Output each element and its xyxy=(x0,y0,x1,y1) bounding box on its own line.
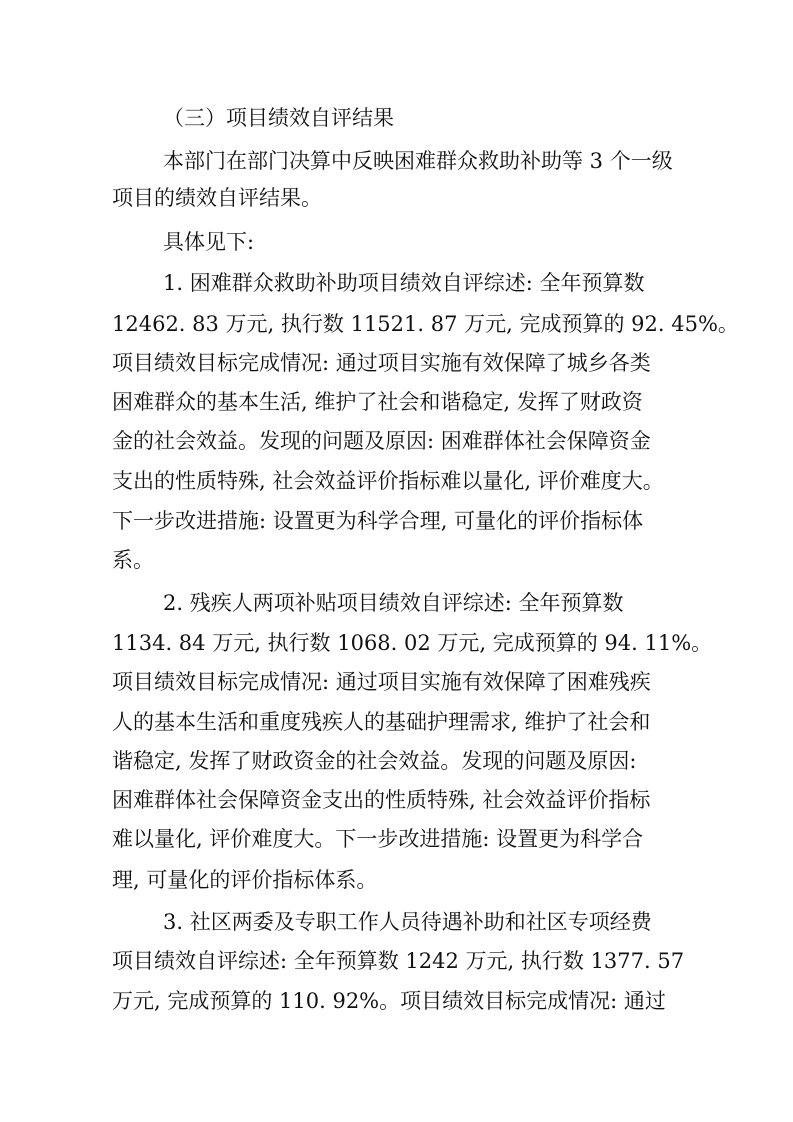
item-2-line-7: 难以量化, 评价难度大。下一步改进措施: 设置更为科学合 xyxy=(112,827,644,851)
item-1-line-6: 支出的性质特殊, 社会效益评价指标难以量化, 评价难度大。 xyxy=(112,469,664,493)
item-1-line-1: 1. 困难群众救助补助项目绩效自评综述: 全年预算数 xyxy=(163,271,645,295)
item-1-line-3: 项目绩效目标完成情况: 通过项目实施有效保障了城乡各类 xyxy=(112,351,651,375)
item-2-line-2: 1134. 84 万元, 执行数 1068. 02 万元, 完成预算的 94. 11%。 xyxy=(112,631,713,655)
item-3-line-3: 万元, 完成预算的 110. 92%。项目绩效目标完成情况: 通过 xyxy=(112,989,666,1013)
intro-line-1: 本部门在部门决算中反映困难群众救助补助等 3 个一级 xyxy=(163,149,673,173)
item-1-line-4: 困难群众的基本生活, 维护了社会和谐稳定, 发挥了财政资 xyxy=(112,390,643,414)
item-3-line-1: 3. 社区两委及专职工作人员待遇补助和社区专项经费 xyxy=(163,910,652,934)
item-2-line-5: 谐稳定, 发挥了财政资金的社会效益。发现的问题及原因: xyxy=(112,749,637,773)
detail-label: 具体见下: xyxy=(163,230,255,254)
item-3-line-2: 项目绩效自评综述: 全年预算数 1242 万元, 执行数 1377. 57 xyxy=(112,949,685,973)
section-heading: （三）项目绩效自评结果 xyxy=(163,106,394,130)
item-2-line-3: 项目绩效目标完成情况: 通过项目实施有效保障了困难残疾 xyxy=(112,670,651,694)
item-1-line-8: 系。 xyxy=(112,548,154,572)
item-2-line-4: 人的基本生活和重度残疾人的基础护理需求, 维护了社会和 xyxy=(112,710,651,734)
item-2-line-1: 2. 残疾人两项补贴项目绩效自评综述: 全年预算数 xyxy=(163,591,624,615)
item-2-line-6: 困难群体社会保障资金支出的性质特殊, 社会效益评价指标 xyxy=(112,788,651,812)
intro-line-2: 项目的绩效自评结果。 xyxy=(112,186,322,210)
item-1-line-5: 金的社会效益。发现的问题及原因: 困难群体社会保障资金 xyxy=(112,429,651,453)
item-2-line-8: 理, 可量化的评价指标体系。 xyxy=(112,868,378,892)
item-1-line-7: 下一步改进措施: 设置更为科学合理, 可量化的评价指标体 xyxy=(112,509,644,533)
item-1-line-2: 12462. 83 万元, 执行数 11521. 87 万元, 完成预算的 92. 45%。 xyxy=(112,312,739,336)
